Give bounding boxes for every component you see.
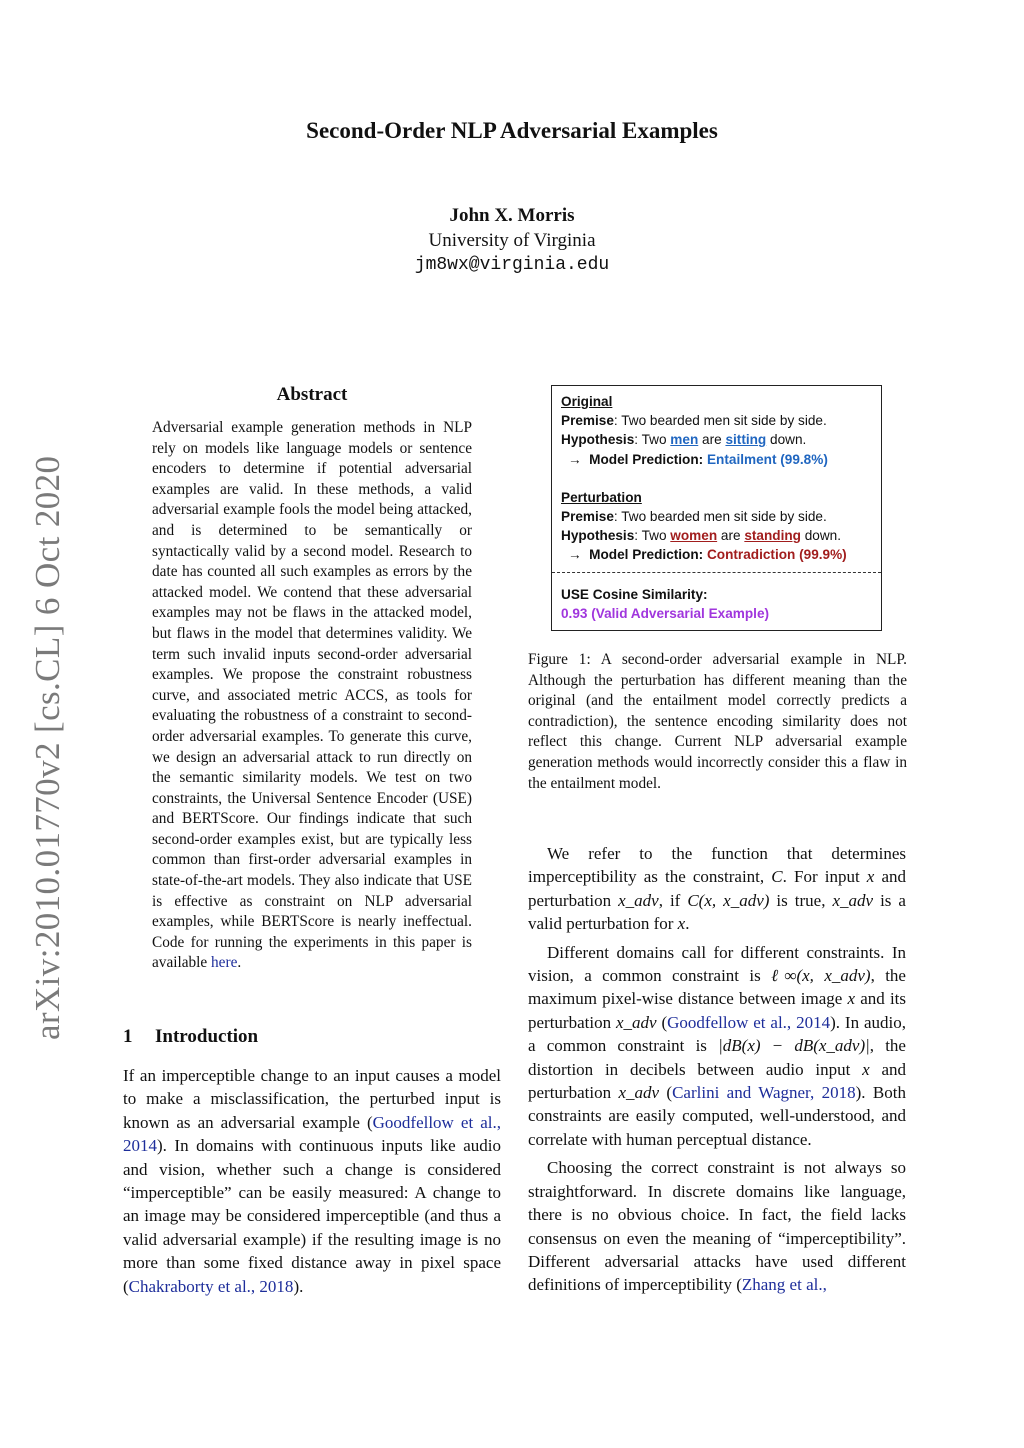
- prediction-contradiction: Contradiction (99.9%): [706, 547, 847, 563]
- citation-zhang[interactable]: Zhang et al.,: [741, 1275, 827, 1295]
- perturbation-heading: Perturbation: [561, 489, 642, 505]
- original-prediction: → Model Prediction: Entailment (99.8%): [568, 451, 828, 467]
- section-heading-introduction: [123, 1026, 503, 1048]
- use-label: USE Cosine Similarity:: [561, 587, 708, 602]
- perturbed-word-women: women: [670, 528, 718, 544]
- citation-goodfellow-2[interactable]: Goodfellow et al., 2014: [667, 1012, 831, 1032]
- section-number: 1: [123, 1026, 133, 1047]
- figure-1-content: [561, 392, 879, 565]
- abstract-text: Adversarial example generation methods in NLP rely on models like language models or sentence encoders to determine if potential adversarial examples are valid. In these methods, a valid adversarial example fools the model being attacked, and is determined to be semantically or syntactically valid by a second model. Research to date has counted all such examples as errors by the attacked model. We contend that these adversarial examples may not be flaws in the attacked model, but flaws in the model that determines validity. We term such invalid inputs second-order adversarial examples. We propose the constraint robustness curve, and associated metric ACCS, as tools for evaluating the robustness of a constraint to second-order adversarial examples. To generate this curve, we design an adversarial attack to run directly on the semantic similarity models. We test on two constraints, the Universal Sentence Encoder (USE) and BERTScore. Our findings indicate that such second-order examples exist, but are typically less common than first-order adversarial examples in state-of-the-art models. They also indicate that USE is effective as constraint on NLP adversarial examples, while BERTScore is nearly ineffectual. Code for running the experiments in this paper is available: [152, 419, 472, 972]
- arxiv-identifier: arXiv:2010.01770v2 [cs.CL] 6 Oct 2020: [28, 455, 67, 1040]
- paper-title: Second-Order NLP Adversarial Examples: [306, 118, 718, 143]
- citation-chakraborty[interactable]: Chakraborty et al., 2018: [128, 1276, 294, 1296]
- citation-carlini[interactable]: Carlini and Wagner, 2018: [672, 1083, 856, 1103]
- prediction-entailment: Entailment (99.8%): [706, 451, 828, 467]
- perturbation-hypothesis: Hypothesis: Two women are standing down.: [561, 528, 842, 544]
- original-word-sitting: sitting: [725, 432, 767, 448]
- author-name: John X. Morris: [449, 205, 575, 226]
- author-email[interactable]: jm8wx@virginia.edu: [414, 255, 610, 275]
- use-similarity: [561, 585, 879, 623]
- dashed-divider: [552, 572, 881, 573]
- abstract-body: Adversarial example generation methods in NLP rely on models like language models or sentence encoders to determine if potential adversarial examples are valid. In these methods, a valid adversarial example fools the model being attacked, and is determined to be semantically or syntactically valid by a second model. Research to date has counted all such examples as errors by the attacked model. We contend that these adversarial examples may not be flaws in the attacked model, but flaws in the model that determines validity. We term such invalid inputs second-order adversarial examples. We propose the constraint robustness curve, and associated metric ACCS, as tools for evaluating the robustness of a constraint to second-order adversarial examples. To generate this curve, we design an adversarial attack to run directly on the semantic similarity models. We test on two constraints, the Universal Sentence Encoder (USE) and BERTScore. Our findings indicate that such second-order examples exist, but are typically less common than first-order adversarial examples in state-of-the-art models. They also indicate that USE is effective as constraint on NLP adversarial examples, while BERTScore is nearly ineffectual. Code for running the experiments in this paper is available here.: [152, 419, 472, 972]
- section-title: Introduction: [155, 1026, 259, 1047]
- paragraph-choosing: Choosing the correct constraint is not always so straightforward. In discrete domains like language, there is no obvious choice. In fact, the field lacks consensus on even the meaning of “imperceptibility”. Different adversarial attacks have used different definitions of imperceptibility (Zhang et al.,: [528, 1158, 906, 1295]
- use-value: 0.93 (Valid Adversarial Example): [561, 606, 770, 622]
- perturbation-prediction: → Model Prediction: Contradiction (99.9%): [568, 547, 847, 563]
- author-affiliation: University of Virginia: [428, 230, 596, 251]
- intro-paragraph: If an imperceptible change to an input causes a model to make a misclassification, the perturbed input is known as an adversarial example (Goodfellow et al., 2014). In domains with continuous inputs like audio and vision, whether such a change is considered “imperceptible” can be easily measured: A change to an image may be considered imperceptible (and thus a valid adversarial example) if the resulting image is no more than some fixed distance away in pixel space (Chakraborty et al., 2018).: [123, 1066, 501, 1296]
- right-column-text: [528, 842, 906, 1302]
- original-premise: Premise: Two bearded men sit side by side.: [561, 413, 827, 429]
- figure-1-box: [551, 385, 882, 631]
- original-word-men: men: [670, 432, 699, 448]
- original-heading: Original: [561, 394, 613, 409]
- paragraph-constraint: We refer to the function that determines imperceptibility as the constraint, C. For input x and perturbation x_adv, if C(x, x_adv) is true, x_adv is a valid perturbation for x.: [528, 844, 907, 934]
- citation-goodfellow[interactable]: Goodfellow et al., 2014: [123, 1112, 501, 1156]
- perturbation-premise: Premise: Two bearded men sit side by side.: [561, 509, 827, 525]
- original-hypothesis: Hypothesis: Two men are sitting down.: [561, 432, 807, 448]
- arrow-icon: →: [568, 451, 582, 467]
- abstract-heading: Abstract: [276, 384, 348, 405]
- paragraph-domains: Different domains call for different constraints. In vision, a common constraint is ℓ∞(x, x_adv), the maximum pixel-wise distance between image x and its perturbation x_adv (Goodfellow et al., 2014). In audio, a common constraint is |dB(x) − dB(x_adv)|, the distortion in decibels between audio input x and perturbation x_adv (Carlini and Wagner, 2018). Both constraints are easily computed, well-understood, and correlate with human perceptual distance.: [528, 942, 907, 1149]
- perturbed-word-standing: standing: [744, 528, 801, 544]
- code-link[interactable]: here: [211, 954, 238, 972]
- author-block: [0, 203, 1024, 278]
- figure-1-caption: Figure 1: A second-order adversarial example in NLP. Although the perturbation has different meaning than the original (and the entailment model correctly predicts a contradiction), the sentence encoding similarity does not reflect this change. Current NLP adversarial example generation methods would incorrectly consider this a flaw in the entailment model.: [528, 651, 907, 792]
- arrow-icon: →: [568, 547, 582, 563]
